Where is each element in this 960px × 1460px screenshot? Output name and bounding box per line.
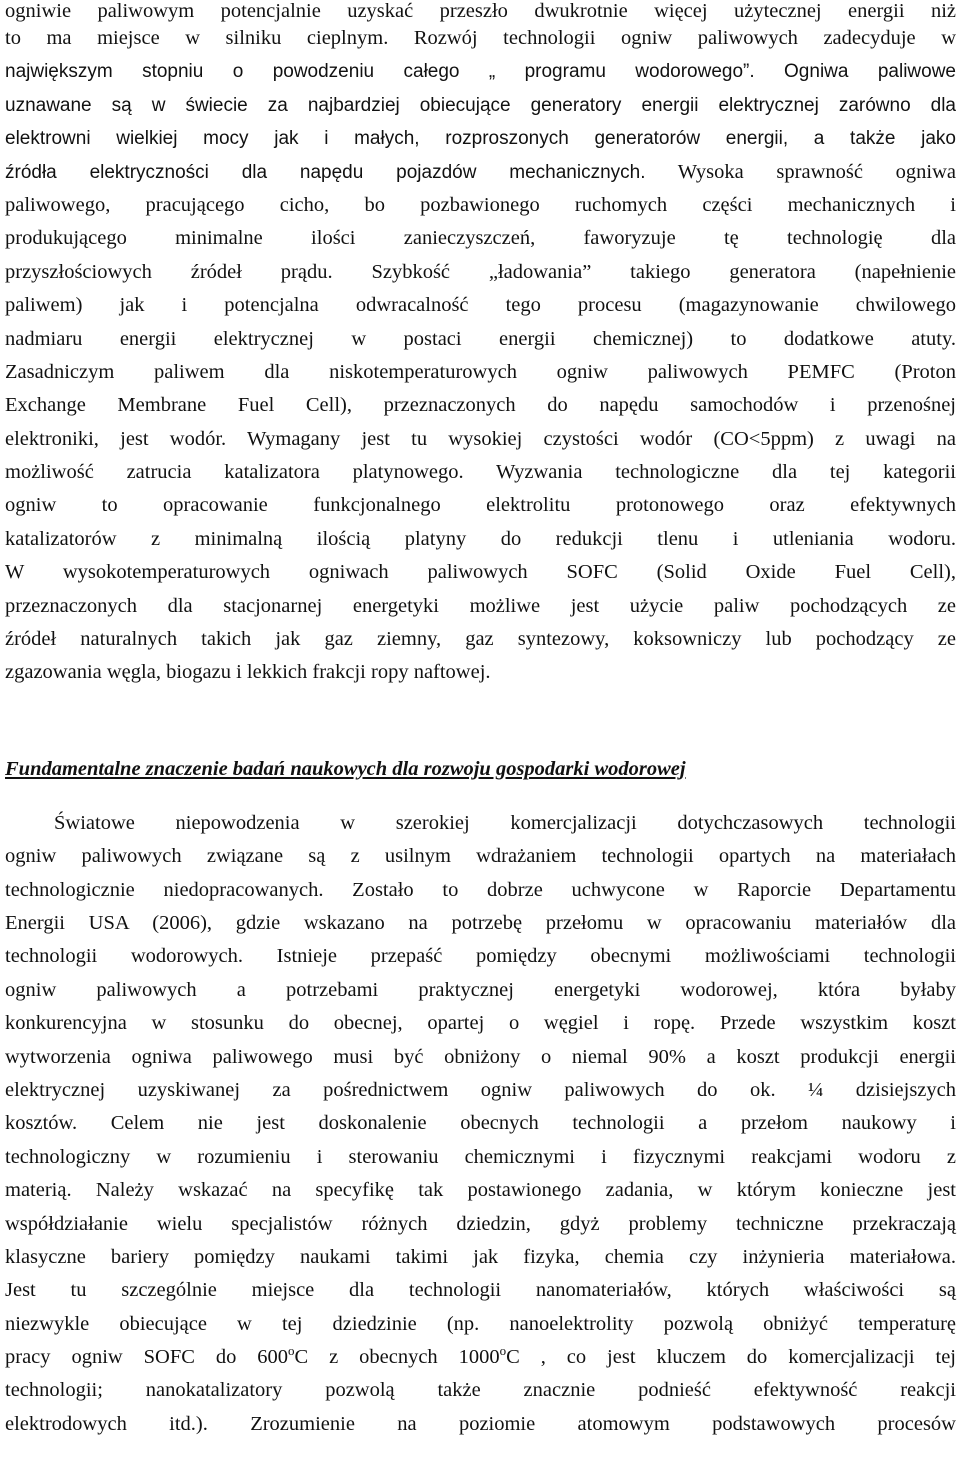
text-line: kosztów. Celem nie jest doskonalenie obecnych technologii a przełom naukowy i [5,1112,956,1135]
text-line: materią. Należy wskazać na specyfikę tak postawionego zadania, w którym konieczne jest [5,1179,956,1202]
paragraph-fuel-cells [5,0,956,690]
degree-superscript: o [288,1343,295,1359]
text-line: wytworzenia ogniwa paliwowego musi być obniżony o niemal 90% a koszt produkcji energii [5,1045,956,1068]
text-line: źródeł naturalnych takich jak gaz ziemny, gaz syntezowy, koksowniczy lub pochodzący ze [5,628,956,651]
text-line: Exchange Membrane Fuel Cell), przeznaczonych do napędu samochodów i przenośnej [5,394,956,417]
text-line: klasyczne bariery pomiędzy naukami takimi jak fizyka, chemia czy inżynieria materiałowa. [5,1245,956,1268]
text-line: produkującego minimalne ilości zanieczyszczeń, faworyzuje tę technologię dla [5,227,956,250]
text-line: ogniwie paliwowym potencjalnie uzyskać przeszło dwukrotnie więcej użytecznej energii niż [5,0,956,22]
text-line: Jest tu szczególnie miejsce dla technologii nanomateriałów, których właściwości są [5,1279,956,1302]
text-line: Zasadniczym paliwem dla niskotemperaturowych ogniw paliwowych PEMFC (Proton [5,360,956,383]
text-line: niezwykle obiecujące w tej dziedzinie (np. nanoelektrolity pozwolą obniżyć temperaturę [5,1312,956,1335]
text-line: paliwowego, pracującego cicho, bo pozbawionego ruchomych części mechanicznych i [5,193,956,216]
text-line: elektrodowych itd.). Zrozumienie na poziomie atomowym podstawowych procesów [5,1412,956,1435]
text-line: współdziałanie wielu specjalistów różnych dziedzin, gdyż problemy techniczne przekraczają [5,1212,956,1235]
text-segment: pracy ogniw SOFC do 600 [5,1346,289,1369]
text-line: W wysokotemperaturowych ogniwach paliwowych SOFC (Solid Oxide Fuel Cell), [5,561,956,584]
degree-superscript: o [499,1343,507,1359]
text-line: to ma miejsce w silniku cieplnym. Rozwój technologii ogniw paliwowych zadecyduje w [5,27,956,49]
text-line: przeznaczonych dla stacjonarnej energetyki możliwe jest użycie paliw pochodzących ze [5,594,956,617]
text-line: ogniw paliwowych a potrzebami praktycznej energetyki wodorowej, która byłaby [5,978,956,1001]
text-segment: Wysoka sprawność ogniwa [677,160,956,183]
text-line: możliwość zatrucia katalizatora platynowego. Wyzwania technologiczne dla tej kategorii [5,461,956,484]
text-line: zgazowania węgla, biogazu i lekkich frakcji ropy naftowej. [5,661,491,684]
text-segment: C z obecnych 1000 [294,1346,500,1369]
text-line: technologicznie niedopracowanych. Zostało to dobrze uchwycone w Raporcie Departamentu [5,878,956,901]
text-line: Energii USA (2006), gdzie wskazano na potrzebę przełomu w opracowaniu materiałów dla [5,911,956,934]
text-segment: Światowe niepowodzenia w szerokiej komercjalizacji dotychczasowych technologii [54,811,956,834]
text-line: konkurencyjna w stosunku do obecnej, opartej o węgiel i ropę. Przede wszystkim koszt [5,1012,956,1035]
spacer [5,786,956,807]
text-line: elektrycznej uzyskiwanej za pośrednictwem ogniw paliwowych do ok. ¼ dzisiejszych [5,1078,956,1101]
text-line: uznawane są w świecie za najbardziej obiecujące generatory energii elektrycznej zarówno dla [5,94,956,116]
text-line [5,1341,956,1374]
text-line: technologii; nanokatalizatory pozwolą także znacznie podnieść efektywność reakcji [5,1379,956,1402]
text-line: ogniw paliwowych związane są z usilnym wdrażaniem technologii opartych na materiałach [5,845,956,868]
text-line: katalizatorów z minimalną ilością platyny do redukcji tlenu i utleniania wodoru. [5,527,956,550]
text-line: paliwem) jak i potencjalna odwracalność tego procesu (magazynowanie chwilowego [5,294,956,317]
text-line: technologii wodorowych. Istnieje przepaść pomiędzy obecnymi możliwościami technologii [5,945,956,968]
text-line: największym stopniu o powodzeniu całego „ programu wodorowego”. Ogniwa paliwowe [5,61,956,83]
section-heading: Fundamentalne znaczenie badań naukowych dla rozwoju gospodarki wodorowej [5,757,686,780]
text-line: technologiczny w rozumieniu i sterowaniu chemicznymi i fizycznymi reakcjami wodoru z [5,1145,956,1168]
text-line: ogniw to opracowanie funkcjonalnego elektrolitu protonowego oraz efektywnych [5,494,956,517]
text-line: nadmiaru energii elektrycznej w postaci energii chemicznej) to dodatkowe atuty. [5,327,956,350]
text-line: przyszłościowych źródeł prądu. Szybkość „ładowania” takiego generatora (napełnienie [5,260,956,283]
text-segment: C , co jest kluczem do komercjalizacji tej [506,1346,956,1369]
text-line [5,807,956,840]
text-line [5,156,956,189]
paragraph-research-importance [5,807,956,1441]
text-line: elektroniki, jest wodór. Wymagany jest tu wysokiej czystości wodór (CO<5ppm) z uwagi na [5,427,956,450]
text-line: elektrowni wielkiej mocy jak i małych, rozproszonych generatorów energii, a także jako [5,128,956,150]
text-segment: źródła elektryczności dla napędu pojazdów mechanicznych. [5,161,646,183]
